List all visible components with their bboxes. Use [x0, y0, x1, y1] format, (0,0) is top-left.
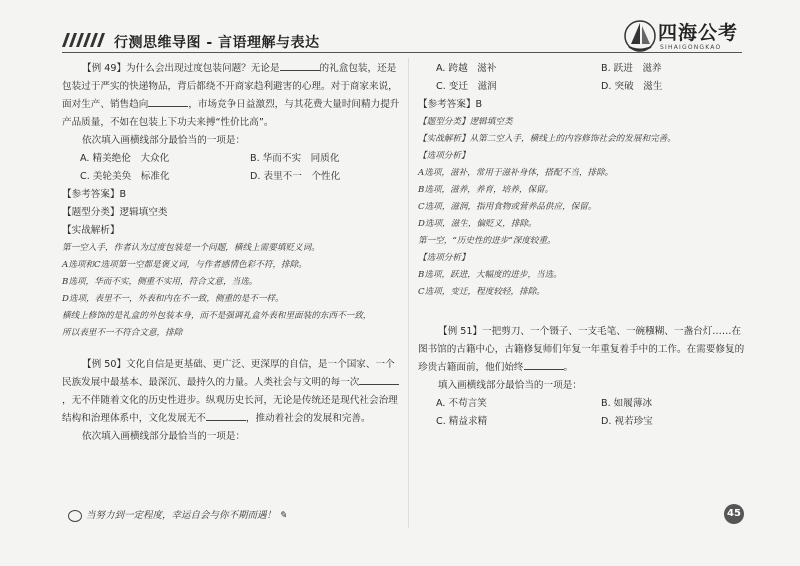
q51-option-b: B. 如履薄冰 [601, 398, 653, 409]
pen-icon: ✎ [276, 510, 287, 521]
q50-stem: 【例 50】文化自信是更基础、更广泛、更深厚的自信，是一个国家、一个民族发展中最基本、最深沉、最持久的力量。人类社会与文明的每一次，无不伴随着文化的历史性进步。纵观历史长河，无论是传统还是现代社会治理结构和治理体系中，文化发展无不 ，推动着社会的发展和完善。 [62, 359, 398, 424]
q50-note-1: A选项，滋补，常用于滋补身体，搭配不当，排除。 [418, 168, 614, 178]
q49-option-c: C. 美轮美奂 标准化 [80, 171, 170, 182]
q50-option-a: A. 跨越 滋补 [436, 63, 497, 74]
q51-option-d: D. 视若珍宝 [601, 416, 653, 427]
q49-note-1: 第一空入手，作者认为过度包装是一个问题，横线上需要填贬义词。 [62, 243, 320, 253]
q49-note-4: D选项，表里不一，外表和内在不一致，侧重的是不一样。 [62, 294, 284, 304]
q49-type: 【题型分类】逻辑填空类 [62, 207, 168, 218]
q51-option-c: C. 精益求精 [436, 416, 488, 427]
q49-answer: 【参考答案】B [62, 189, 127, 200]
q50-note-2: B选项，滋养，养育，培养，保留。 [418, 185, 554, 195]
q49-note-6: 所以表里不一不符合文意，排除 [62, 328, 183, 338]
stripes-icon [62, 33, 110, 47]
q50-analysis: 【实战解析】从第二空入手，横线上的内容修饰社会的发展和完善。 [418, 134, 676, 144]
footer-motto: 当努力到一定程度，幸运自会与你不期而遇！ ✎ [68, 507, 287, 522]
q50-option-analysis-label-2: 【选项分析】 [418, 253, 470, 263]
swirl-icon [68, 510, 82, 522]
q50-note-3: C选项，滋润，指用食物或营养品供应，保留。 [418, 202, 597, 212]
q51-options [418, 395, 748, 431]
q49-option-a: A. 精美绝伦 大众化 [80, 153, 170, 164]
q51-stem: 【例 51】一把剪刀、一个镊子、一支毛笔、一碗糨糊、一盏台灯……在图书馆的古籍中心，古籍修复师们年复一年重复着手中的工作。在需要修复的珍贵古籍面前，他们始终 。 [418, 326, 745, 373]
q50-note-6: B选项，跃进，大幅度的进步，当选。 [418, 270, 562, 280]
q49-options [62, 150, 402, 186]
q49-instruction: 依次填入画横线部分最恰当的一项是： [82, 135, 246, 146]
q49-option-b: B. 华而不实 同质化 [250, 153, 340, 164]
header-title: 行测思维导图 - 言语理解与表达 [114, 35, 320, 51]
q50-note-7: C选项，变迁，程度较轻，排除。 [418, 287, 545, 297]
q51-option-a: A. 不苟言笑 [436, 398, 487, 409]
page-fold [408, 58, 409, 528]
page-header [62, 22, 742, 53]
q49-note-5: 横线上修饰的是礼盒的外包装本身，而不是强调礼盒外表和里面装的东西不一致， [62, 311, 372, 321]
logo [624, 18, 742, 58]
q50-note-4: D选项，滋生，偏贬义，排除。 [418, 219, 537, 229]
q50-option-analysis-label: 【选项分析】 [418, 151, 470, 161]
q50-type: 【题型分类】逻辑填空类 [418, 117, 513, 127]
q50-option-d: D. 突破 滋生 [601, 81, 663, 92]
right-column [418, 60, 748, 431]
sail-logo-icon [624, 18, 656, 54]
q50-option-c: C. 变迁 滋润 [436, 81, 497, 92]
q50-options [418, 60, 748, 96]
q50-instruction: 依次填入画横线部分最恰当的一项是： [82, 431, 246, 442]
q50-note-5: 第一空，“历史性的进步”深度较重。 [418, 236, 556, 246]
q49-analysis-label: 【实战解析】 [62, 225, 120, 236]
q49-note-2: A选项和C选项第一空都是褒义词，与作者感情色彩不符，排除。 [62, 260, 307, 270]
q49-note-3: B选项，华而不实，侧重不实用，符合文意，当选。 [62, 277, 258, 287]
page-number: 45 [724, 504, 744, 524]
q49-option-d: D. 表里不一 个性化 [250, 171, 341, 182]
q49-stem: 【例 49】为什么会出现过度包装问题？无论是 的礼盒包装，还是包装过于严实的快递物品，背后都绕不开商家趋利避害的心理。对于商家来说，面对生产、销售趋向 ，市场竞争日益激烈，与其花费大量时间精力提升产品质量，不如在包装上下功夫来搏“性价比高”。 [62, 60, 402, 132]
logo-subtitle: SIHAIGONGKAO [660, 44, 722, 51]
q50-option-b: B. 跃进 滋养 [601, 63, 662, 74]
left-column [62, 60, 402, 446]
q51-instruction: 填入画横线部分最恰当的一项是： [438, 380, 582, 391]
q50-answer: 【参考答案】B [418, 99, 483, 110]
logo-name: 四海公考 [658, 22, 739, 44]
